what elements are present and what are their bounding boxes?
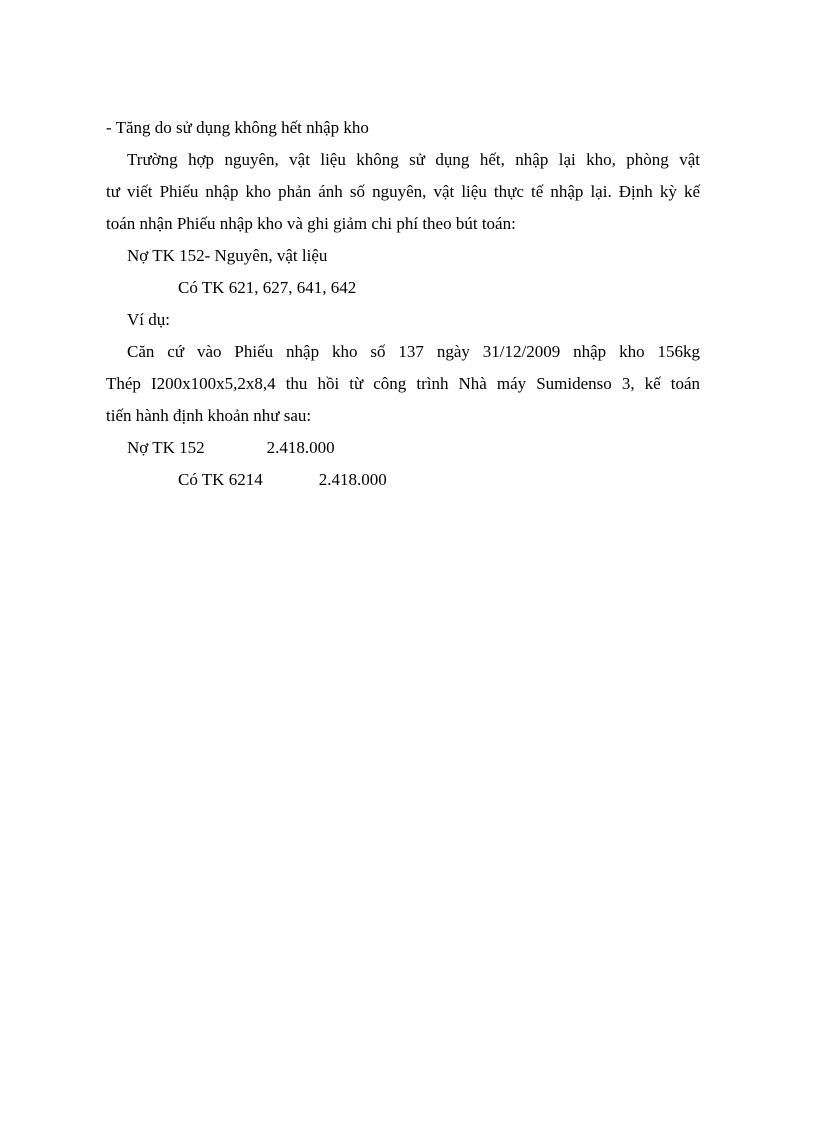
paragraph-2-line-1: Căn cứ vào Phiếu nhập kho số 137 ngày 31/12/2009 nhập kho 156kg <box>127 342 700 361</box>
entry-1-debit: Nợ TK 152- Nguyên, vật liệu <box>127 246 328 265</box>
paragraph-1-line-2: tư viết Phiếu nhập kho phản ánh số nguyên, vật liệu thực tế nhập lại. Định kỳ kế <box>106 182 700 201</box>
entry-1-credit: Có TK 621, 627, 641, 642 <box>178 278 357 297</box>
entry-2-credit-account: Có TK 6214 <box>178 470 263 489</box>
section-heading: - Tăng do sử dụng không hết nhập kho <box>106 118 369 137</box>
entry-2-debit-account: Nợ TK 152 <box>127 438 205 457</box>
paragraph-2-line-2: Thép I200x100x5,2x8,4 thu hồi từ công trình Nhà máy Sumidenso 3, kế toán <box>106 374 700 393</box>
paragraph-1-line-1: Trường hợp nguyên, vật liệu không sử dụng hết, nhập lại kho, phòng vật <box>127 150 700 169</box>
entry-2-credit-row <box>106 464 700 496</box>
entry-2-debit-row <box>106 432 700 464</box>
paragraph-2-line-3: tiến hành định khoản như sau: <box>106 406 312 425</box>
paragraph-1-line-3: toán nhận Phiếu nhập kho và ghi giảm chi phí theo bút toán: <box>106 214 516 233</box>
entry-2-debit-amount: 2.418.000 <box>266 438 335 457</box>
document-page <box>106 112 700 496</box>
entry-2-credit-amount: 2.418.000 <box>318 470 387 489</box>
example-label: Ví dụ: <box>127 310 170 329</box>
